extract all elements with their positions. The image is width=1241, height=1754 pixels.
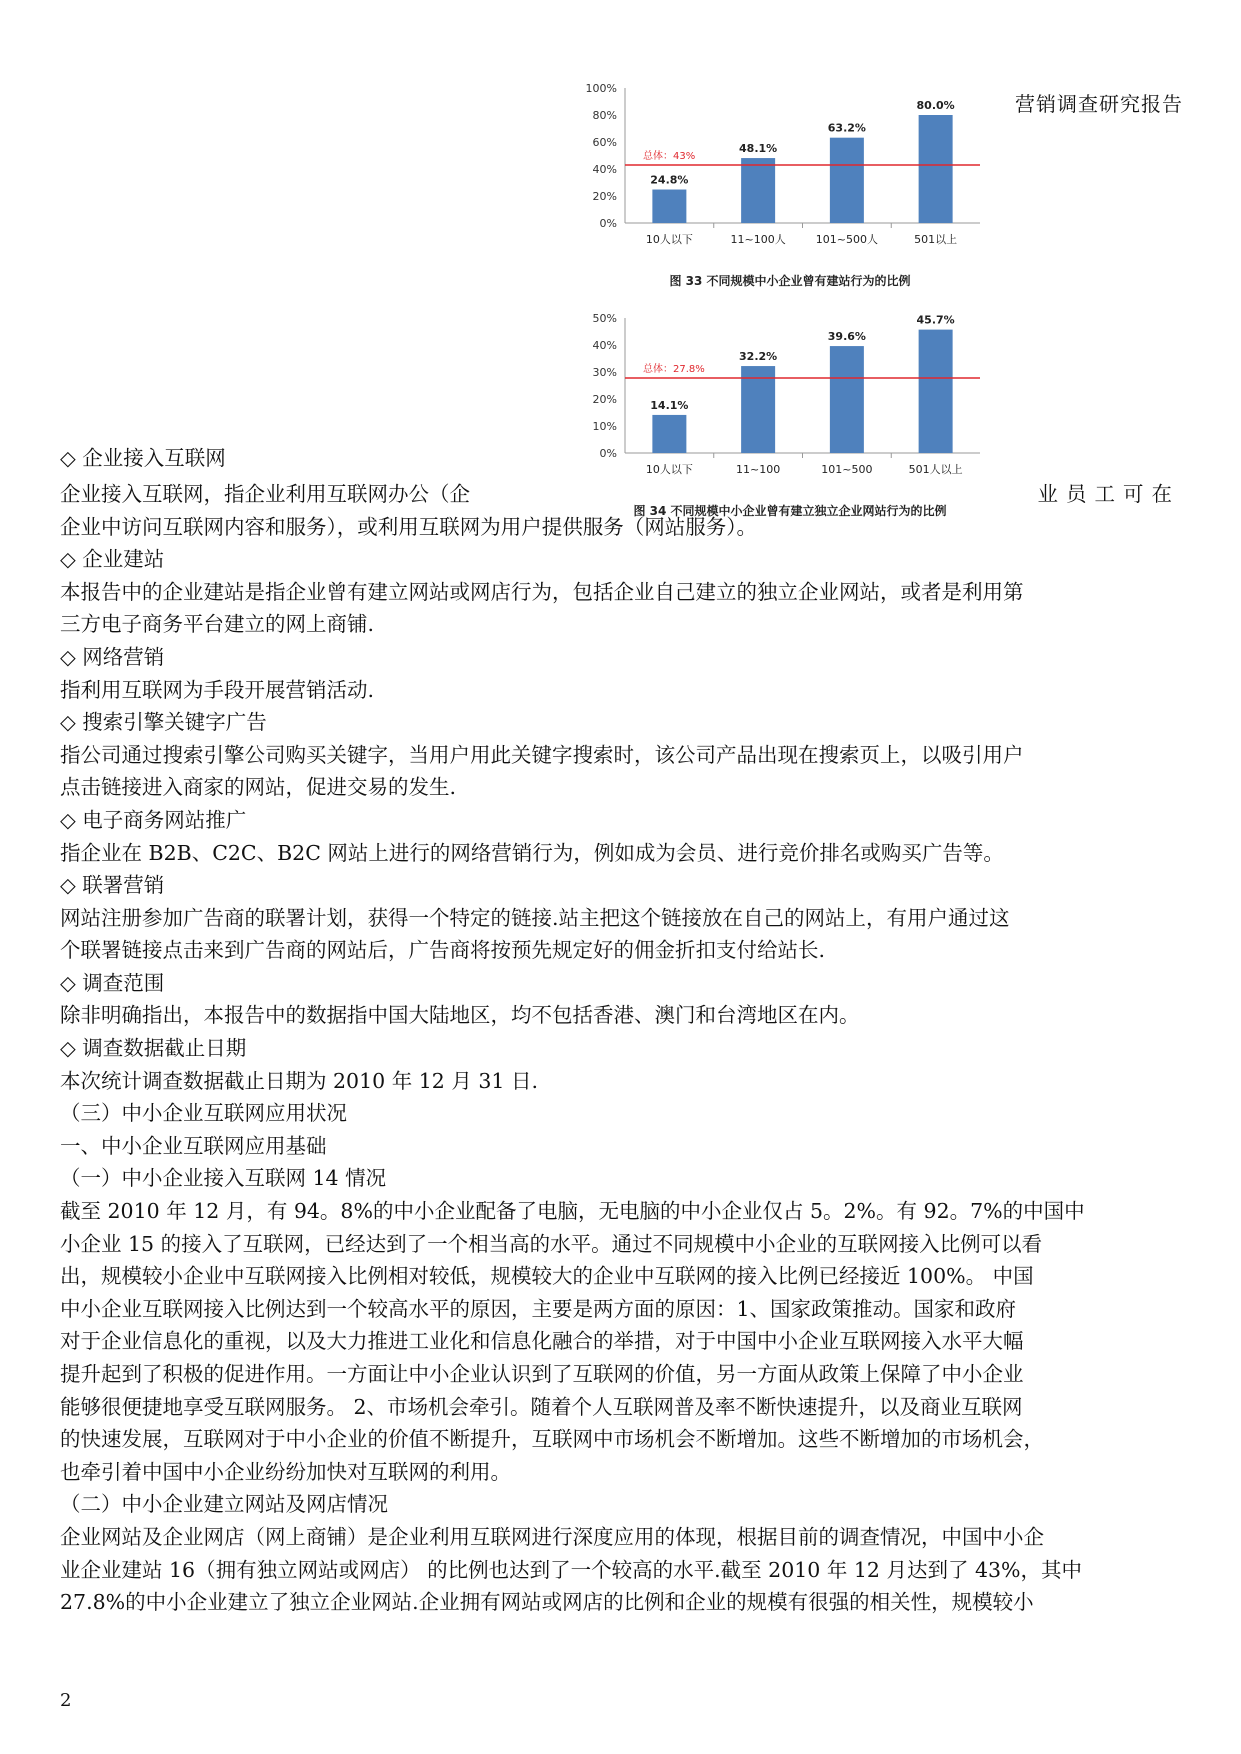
y-tick-label: 30% xyxy=(592,366,617,379)
chart-33-caption: 图 33 不同规模中小企业曾有建站行为的比例 xyxy=(669,274,911,288)
bar xyxy=(741,366,775,453)
heading-internet-access: ◇ 企业接入互联网 xyxy=(60,446,226,470)
paragraph-line: 本次统计调查数据截止日期为 2010 年 12 月 31 日. xyxy=(60,1068,538,1093)
bar-value-label: 80.0% xyxy=(916,99,955,112)
y-tick-label: 40% xyxy=(592,163,617,176)
x-tick-label: 11~100 xyxy=(736,463,781,476)
reference-line-label: 总体：43% xyxy=(643,150,696,162)
section-heading: （三）中小企业互联网应用状况 xyxy=(60,1101,347,1126)
bar xyxy=(741,158,775,223)
paragraph-line: 的快速发展，互联网对于中小企业的价值不断提升，互联网中市场机会不断增加。这些不断增加的市场机会， xyxy=(60,1427,1044,1452)
paragraph-line: 三方电子商务平台建立的网上商铺. xyxy=(60,612,375,637)
reference-line-label: 总体：27.8% xyxy=(643,363,705,375)
y-tick-label: 100% xyxy=(585,82,617,95)
y-tick-label: 0% xyxy=(599,217,617,230)
paragraph-line: 个联署链接点击来到广告商的网站后，广告商将按预先规定好的佣金折扣支付给站长. xyxy=(60,938,826,963)
heading-survey-scope: ◇ 调查范围 xyxy=(60,970,165,995)
heading-online-marketing: ◇ 网络营销 xyxy=(60,644,165,669)
paragraph-line-left: 企业接入互联网，指企业利用互联网办公（企 xyxy=(60,481,470,506)
paragraph-line: 指公司通过搜索引擎公司购买关键字，当用户用此关键字搜索时，该公司产品出现在搜索页上，以吸引用户 xyxy=(60,742,1024,767)
heading-search-ads: ◇ 搜索引擎关键字广告 xyxy=(60,710,267,735)
heading-cutoff-date: ◇ 调查数据截止日期 xyxy=(60,1036,247,1061)
bar-value-label: 63.2% xyxy=(827,121,866,135)
bar xyxy=(919,115,953,223)
bar xyxy=(830,346,864,453)
bar-value-label: 32.2% xyxy=(739,350,778,364)
x-tick-label: 501以上 xyxy=(914,233,958,246)
x-tick-label: 501人以上 xyxy=(908,463,963,476)
paragraph-line: 出，规模较小企业中互联网接入比例相对较低，规模较大的企业中互联网的接入比例已经接近 100%。 中国 xyxy=(60,1264,1034,1289)
paragraph-line: 业企业建站 16（拥有独立网站或网店） 的比例也达到了一个较高的水平.截至 2010 年 12 月达到了 43%，其中 xyxy=(60,1557,1083,1582)
paragraph-line-right: 业员工可在 xyxy=(1037,481,1180,506)
x-tick-label: 10人以下 xyxy=(645,233,693,246)
x-tick-label: 101~500人 xyxy=(815,233,878,246)
y-tick-label: 20% xyxy=(592,393,617,406)
bar-value-label: 14.1% xyxy=(650,398,689,412)
x-tick-label: 101~500 xyxy=(821,463,873,476)
paragraph-line: 点击链接进入商家的网站，促进交易的发生. xyxy=(60,775,457,800)
paragraph-line: 指企业在 B2B、C2C、B2C 网站上进行的网络营销行为，例如成为会员、进行竞价排名或购买广告等。 xyxy=(60,840,1004,865)
section-heading: （二）中小企业建立网站及网店情况 xyxy=(60,1492,388,1517)
y-tick-label: 10% xyxy=(592,420,617,433)
y-tick-label: 80% xyxy=(592,109,617,122)
paragraph-line: 截至 2010 年 12 月，有 94。8%的中小企业配备了电脑，无电脑的中小企业仅占 5。2%。有 92。7%的中国中 xyxy=(60,1199,1085,1224)
x-tick-label: 11~100人 xyxy=(730,233,786,246)
paragraph-line: 能够很便捷地享受互联网服务。 2、市场机会牵引。随着个人互联网普及率不断快速提升，以及商业互联网 xyxy=(60,1394,1023,1419)
heading-ecommerce-promotion: ◇ 电子商务网站推广 xyxy=(60,807,247,832)
section-heading: 一、中小企业互联网应用基础 xyxy=(60,1133,327,1158)
y-tick-label: 60% xyxy=(592,136,617,149)
bar-value-label: 24.8% xyxy=(650,173,689,187)
paragraph-line: 小企业 15 的接入了互联网，已经达到了一个相当高的水平。通过不同规模中小企业的互联网接入比例可以看 xyxy=(60,1231,1043,1256)
bar-value-label: 45.7% xyxy=(916,313,955,327)
paragraph-line: 也牵引着中国中小企业纷纷加快对互联网的利用。 xyxy=(60,1459,511,1484)
paragraph-line: 网站注册参加广告商的联署计划，获得一个特定的链接.站主把这个链接放在自己的网站上，有用户通过这 xyxy=(60,905,1010,930)
chart-33 xyxy=(570,78,1010,289)
bar xyxy=(830,138,864,223)
paragraph-line: 提升起到了积极的促进作用。一方面让中小企业认识到了互联网的价值，另一方面从政策上保障了中小企业 xyxy=(60,1362,1024,1387)
bar xyxy=(652,190,686,223)
bar-value-label: 48.1% xyxy=(739,142,778,156)
bar xyxy=(919,330,953,453)
paragraph-line xyxy=(60,478,1180,511)
page-number: 2 xyxy=(60,1690,72,1711)
paragraph-line: 企业网站及企业网店（网上商铺）是企业利用互联网进行深度应用的体现，根据目前的调查情况，中国中小企 xyxy=(60,1524,1044,1549)
x-tick-label: 10人以下 xyxy=(645,463,693,476)
heading-website-building: ◇ 企业建站 xyxy=(60,547,165,572)
paragraph-line: 本报告中的企业建站是指企业曾有建立网站或网店行为，包括企业自己建立的独立企业网站，或者是利用第 xyxy=(60,579,1024,604)
paragraph-line: 中小企业互联网接入比例达到一个较高水平的原因，主要是两方面的原因：1、国家政策推动。国家和政府 xyxy=(60,1296,1017,1321)
paragraph-line: 除非明确指出，本报告中的数据指中国大陆地区，均不包括香港、澳门和台湾地区在内。 xyxy=(60,1003,860,1028)
paragraph-line: 27.8%的中小企业建立了独立企业网站.企业拥有网站或网店的比例和企业的规模有很强的相关性，规模较小 xyxy=(60,1590,1034,1615)
report-header-title: 营销调查研究报告 xyxy=(1015,92,1183,116)
y-tick-label: 0% xyxy=(599,447,617,460)
y-tick-label: 40% xyxy=(592,339,617,352)
chart-34-caption: 图 34 不同规模中小企业曾有建立独立企业网站行为的比例 xyxy=(633,504,947,518)
section-heading: （一）中小企业接入互联网 14 情况 xyxy=(60,1166,387,1191)
paragraph-line: 指利用互联网为手段开展营销活动. xyxy=(60,677,375,702)
paragraph-line: 企业中访问互联网内容和服务），或利用互联网为用户提供服务（网站服务）。 xyxy=(60,514,757,539)
y-tick-label: 20% xyxy=(592,190,617,203)
chart-33-plot xyxy=(570,78,1010,268)
bar-value-label: 39.6% xyxy=(827,330,866,344)
paragraph-line: 对于企业信息化的重视，以及大力推进工业化和信息化融合的举措，对于中国中小企业互联网接入水平大幅 xyxy=(60,1329,1024,1354)
y-tick-label: 50% xyxy=(592,312,617,325)
heading-affiliate-marketing: ◇ 联署营销 xyxy=(60,873,165,898)
